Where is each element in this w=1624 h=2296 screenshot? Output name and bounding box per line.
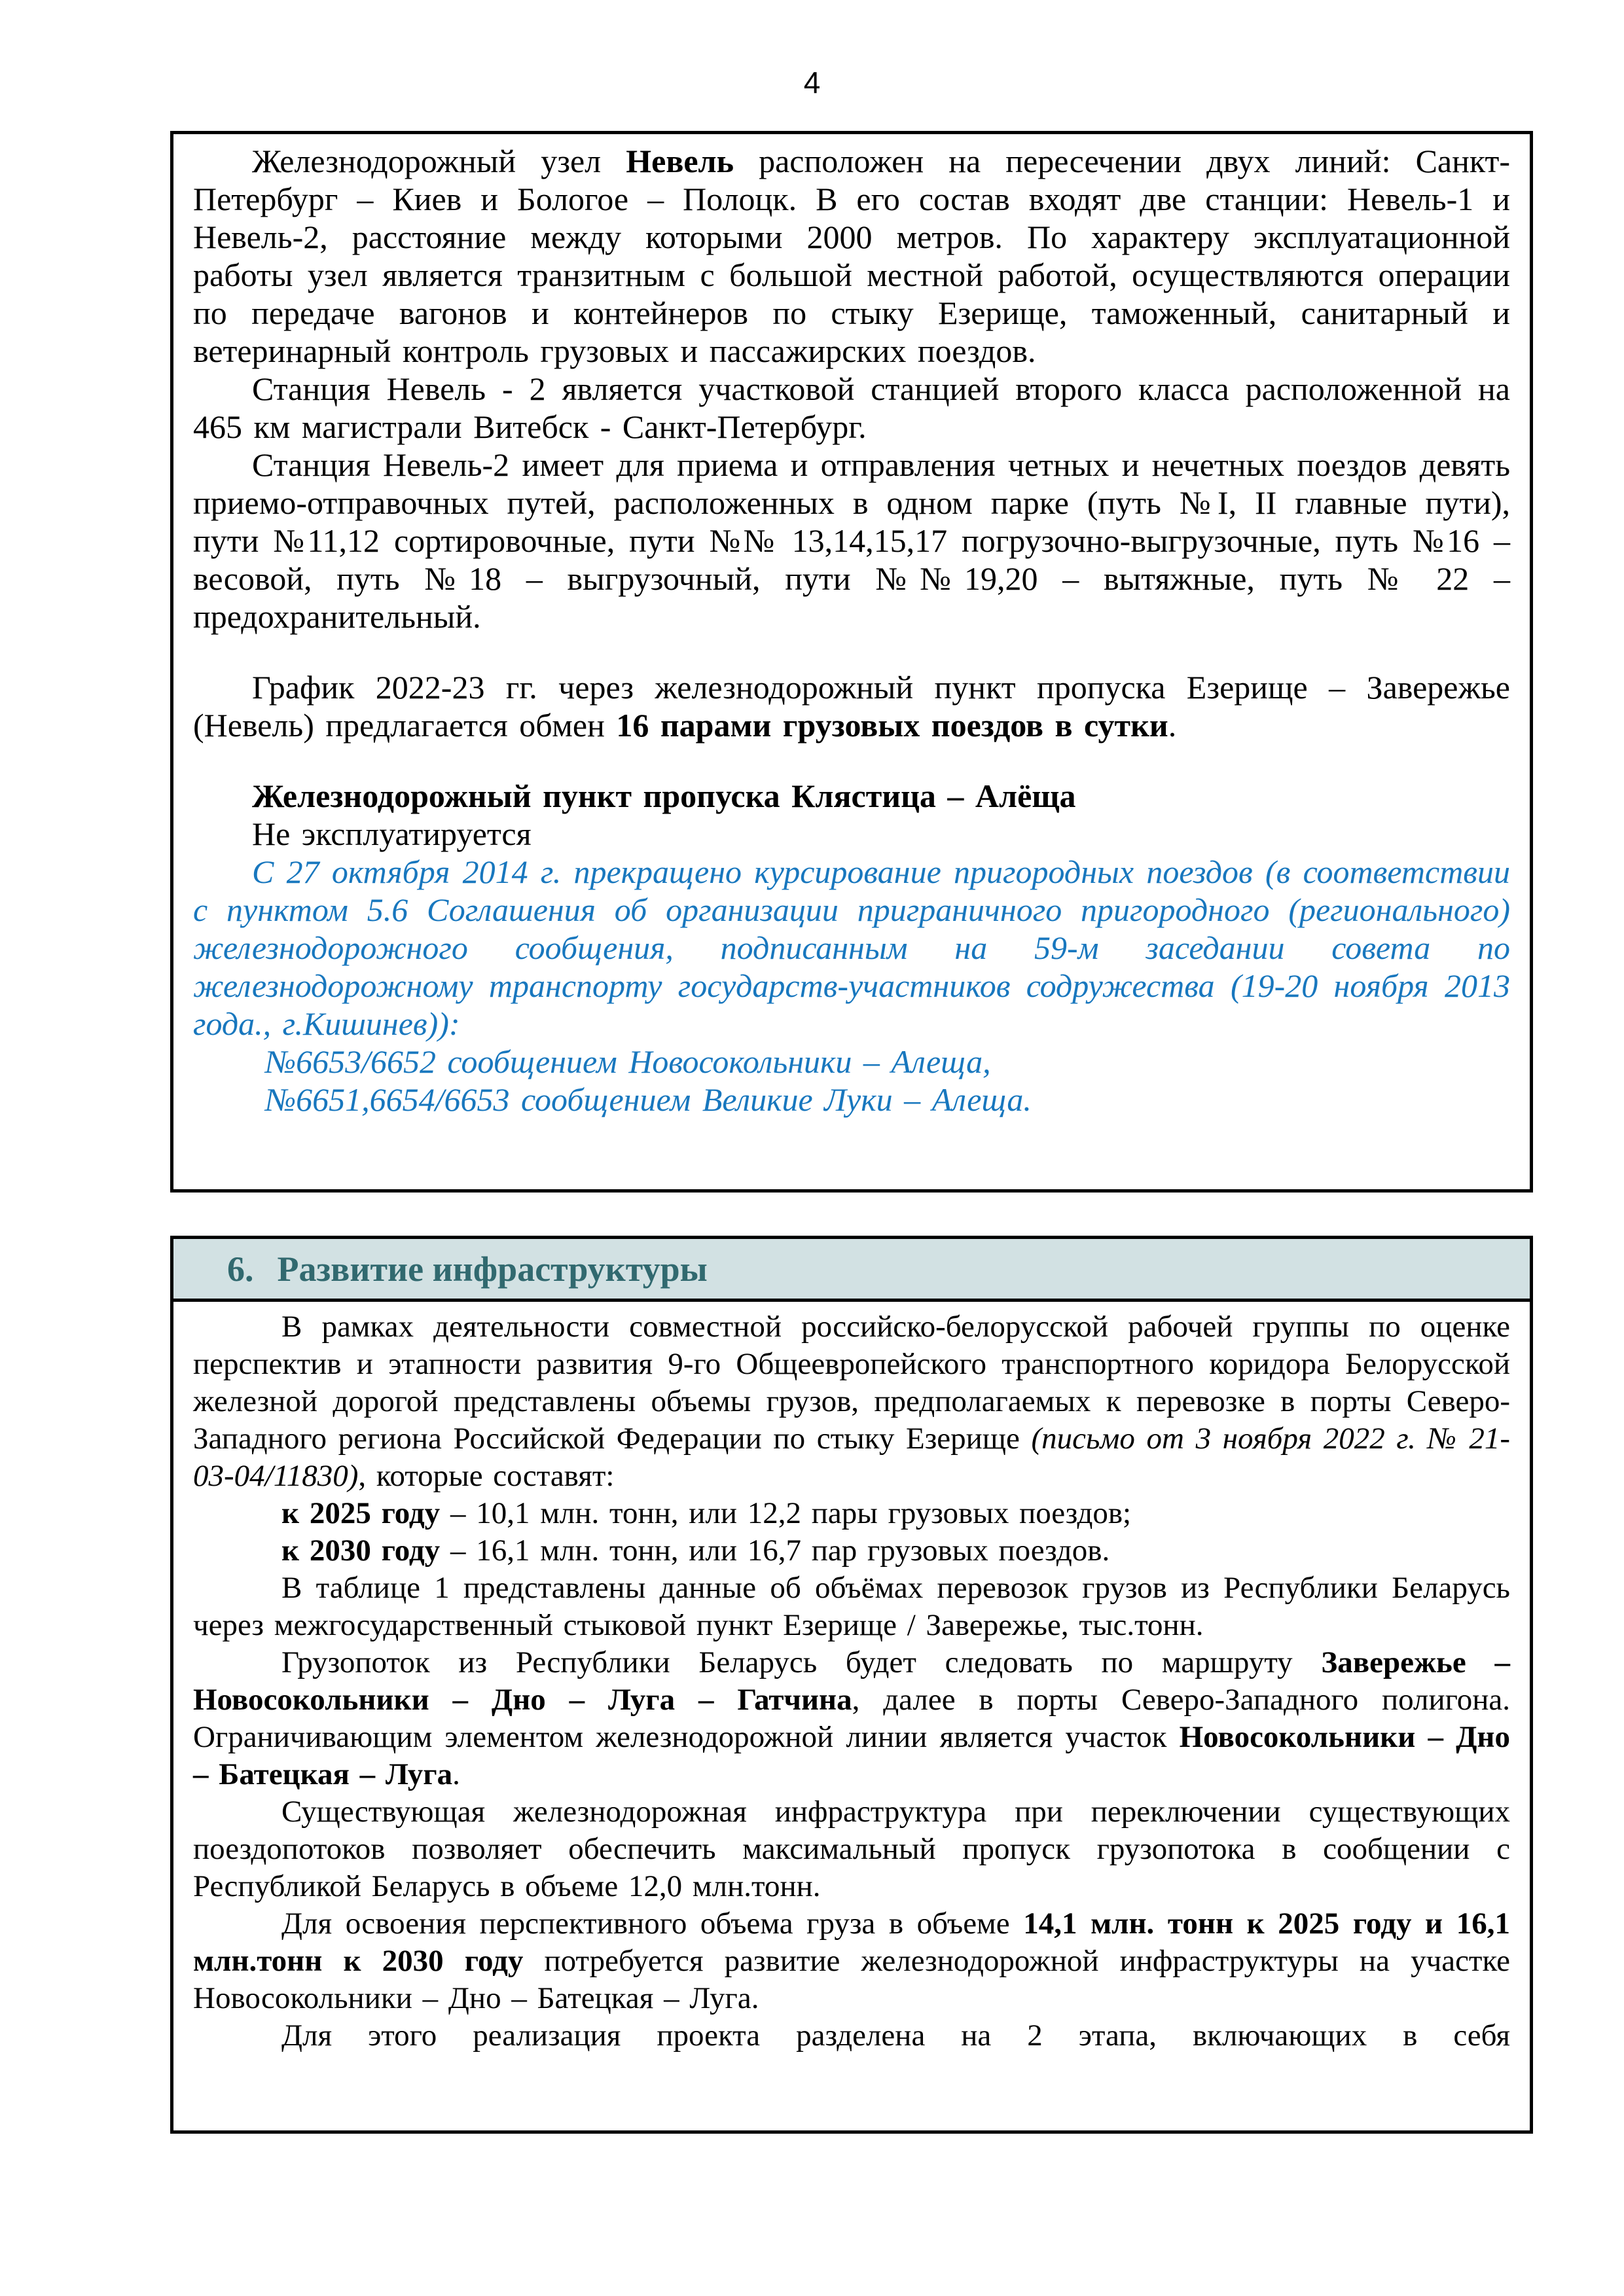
paragraph-suburban-trains-note: С 27 октября 2014 г. прекращено курсирование пригородных поездов (в соответствии с пунктом 5.6 Соглашения об организации приграничного пригородного (регионального) железнодорожного сообщения, подписанным на 59-м заседании совета по железнодорожному транспорту государств-участников содружества (19-20 ноября 2013 года., г.Кишинев)): bbox=[193, 853, 1510, 1042]
text-run: График 2022-23 гг. через железнодорожный пункт пропуска Езерище – Завережье (Невель) предлагается обмен bbox=[193, 669, 1510, 744]
section-6-box bbox=[170, 1236, 1533, 2134]
text-run: Грузопоток из Республики Беларусь будет следовать по маршруту bbox=[281, 1645, 1322, 1679]
forecast-2030 bbox=[193, 1532, 1510, 1570]
text-run: Железнодорожный узел bbox=[252, 143, 626, 179]
train-route-6653: №6653/6652 сообщением Новосокольники – Алеща, bbox=[265, 1043, 991, 1080]
checkpoint-status: Не эксплуатируется bbox=[252, 816, 532, 852]
italic-run-letter-ref: (письмо от 3 ноября 2022 г. № 21-03-04/11830) bbox=[193, 1422, 1510, 1493]
text-run: . bbox=[452, 1757, 460, 1791]
bold-run-16-pairs: 16 парами грузовых поездов в сутки bbox=[616, 707, 1168, 744]
paragraph-cargo-route bbox=[193, 1644, 1510, 1793]
text-run: расположен на пересечении двух линий: Санкт-Петербург – Киев и Бологое – Полоцк. В его состав входят две станции: Невель-1 и Невель-2, расстояние между которыми 2000 метров. По характеру эксплуатационной работы узел является транзитным с большой местной работой, осуществляются операции по передаче вагонов и контейнеров по стыку Езерище, таможенный, санитарный и ветеринарный контроль грузовых и пассажирских поездов. bbox=[193, 143, 1510, 369]
text-run: – 10,1 млн. тонн, или 12,2 пары грузовых поездов; bbox=[440, 1496, 1132, 1530]
paragraph-existing-infrastructure: Существующая железнодорожная инфраструктура при переключении существующих поездопотоков позволяет обеспечить максимальный пропуск грузопотока в сообщении с Республикой Беларусь в объеме 12,0 млн.тонн. bbox=[193, 1795, 1510, 1903]
paragraph-table-1: В таблице 1 представлены данные об объёмах перевозок грузов из Республики Беларусь через межгосударственный стыковой пункт Езерище / Завережье, тыс.тонн. bbox=[193, 1571, 1510, 1642]
section-6-content bbox=[173, 1302, 1530, 2054]
paragraph-nevel-junction bbox=[193, 142, 1510, 370]
paragraph-working-group bbox=[193, 1308, 1510, 1495]
section-number: 6. bbox=[227, 1249, 254, 1289]
bold-run-route-1: Завережье – Новосокольники – Дно – Луга – Гатчина bbox=[193, 1645, 1510, 1717]
section-6-header-band bbox=[173, 1239, 1530, 1302]
text-run: . bbox=[1168, 707, 1177, 744]
bold-run-nevel: Невель bbox=[626, 143, 734, 179]
paragraph-two-stages: Для этого реализация проекта разделена на 2 этапа, включающих в себя bbox=[281, 2018, 1510, 2053]
paragraph-station-class: Станция Невель - 2 является участковой станцией второго класса расположенной на 465 км магистрали Витебск - Санкт-Петербург. bbox=[193, 370, 1510, 445]
bold-run-2025: к 2025 году bbox=[281, 1496, 441, 1530]
text-run: В рамках деятельности совместной российско-белорусской рабочей группы по оценке перспектив и этапности развития 9-го Общеевропейского транспортного коридора Белорусской железной дорогой представлены объемы грузов, предполагаемых к перевозке в порты Северо-Западного региона Российской Федерации по стыку Езерище bbox=[193, 1310, 1510, 1456]
checkpoint-heading-klyastitsa-alyoscha: Железнодорожный пункт пропуска Клястица – Алёща bbox=[252, 778, 1076, 814]
bold-run-2030: к 2030 году bbox=[281, 1534, 441, 1568]
page-number: 4 bbox=[803, 65, 821, 99]
paragraph-schedule-2022-23 bbox=[193, 668, 1510, 744]
text-run: , далее в порты Северо-Западного полигона. Ограничивающим элементом железнодорожной линии является участок bbox=[193, 1683, 1510, 1754]
paragraph-volume-development bbox=[193, 1905, 1510, 2017]
nevel-junction-box bbox=[170, 131, 1533, 1193]
text-run: потребуется развитие железнодорожной инфраструктуры на участке Новосокольники – Дно – Батецкая – Луга. bbox=[193, 1944, 1510, 2015]
bold-run-volumes: 14,1 млн. тонн к 2025 году и 16,1 млн.тонн к 2030 году bbox=[193, 1907, 1510, 1978]
text-run: Для освоения перспективного объема груза в объеме bbox=[281, 1907, 1024, 1941]
train-route-6651: №6651,6654/6653 сообщением Великие Луки – Алеща. bbox=[265, 1081, 1032, 1118]
bold-run-route-2: Новосокольники – Дно – Батецкая – Луга bbox=[193, 1720, 1510, 1791]
text-run: , которые составят: bbox=[358, 1459, 615, 1493]
paragraph-station-tracks: Станция Невель-2 имеет для приема и отправления четных и нечетных поездов девять приемо-отправочных путей, расположенных в одном парке (путь №I, II главные пути), пути №11,12 сортировочные, пути №№ 13,14,15,17 погрузочно-выгрузочные, путь №16 – весовой, путь №18 – выгрузочный, пути №№19,20 – вытяжные, путь № 22 – предохранительный. bbox=[193, 446, 1510, 635]
section-title: Развитие инфраструктуры bbox=[277, 1249, 708, 1289]
text-run: – 16,1 млн. тонн, или 16,7 пар грузовых поездов. bbox=[440, 1534, 1110, 1568]
forecast-2025 bbox=[193, 1495, 1510, 1532]
